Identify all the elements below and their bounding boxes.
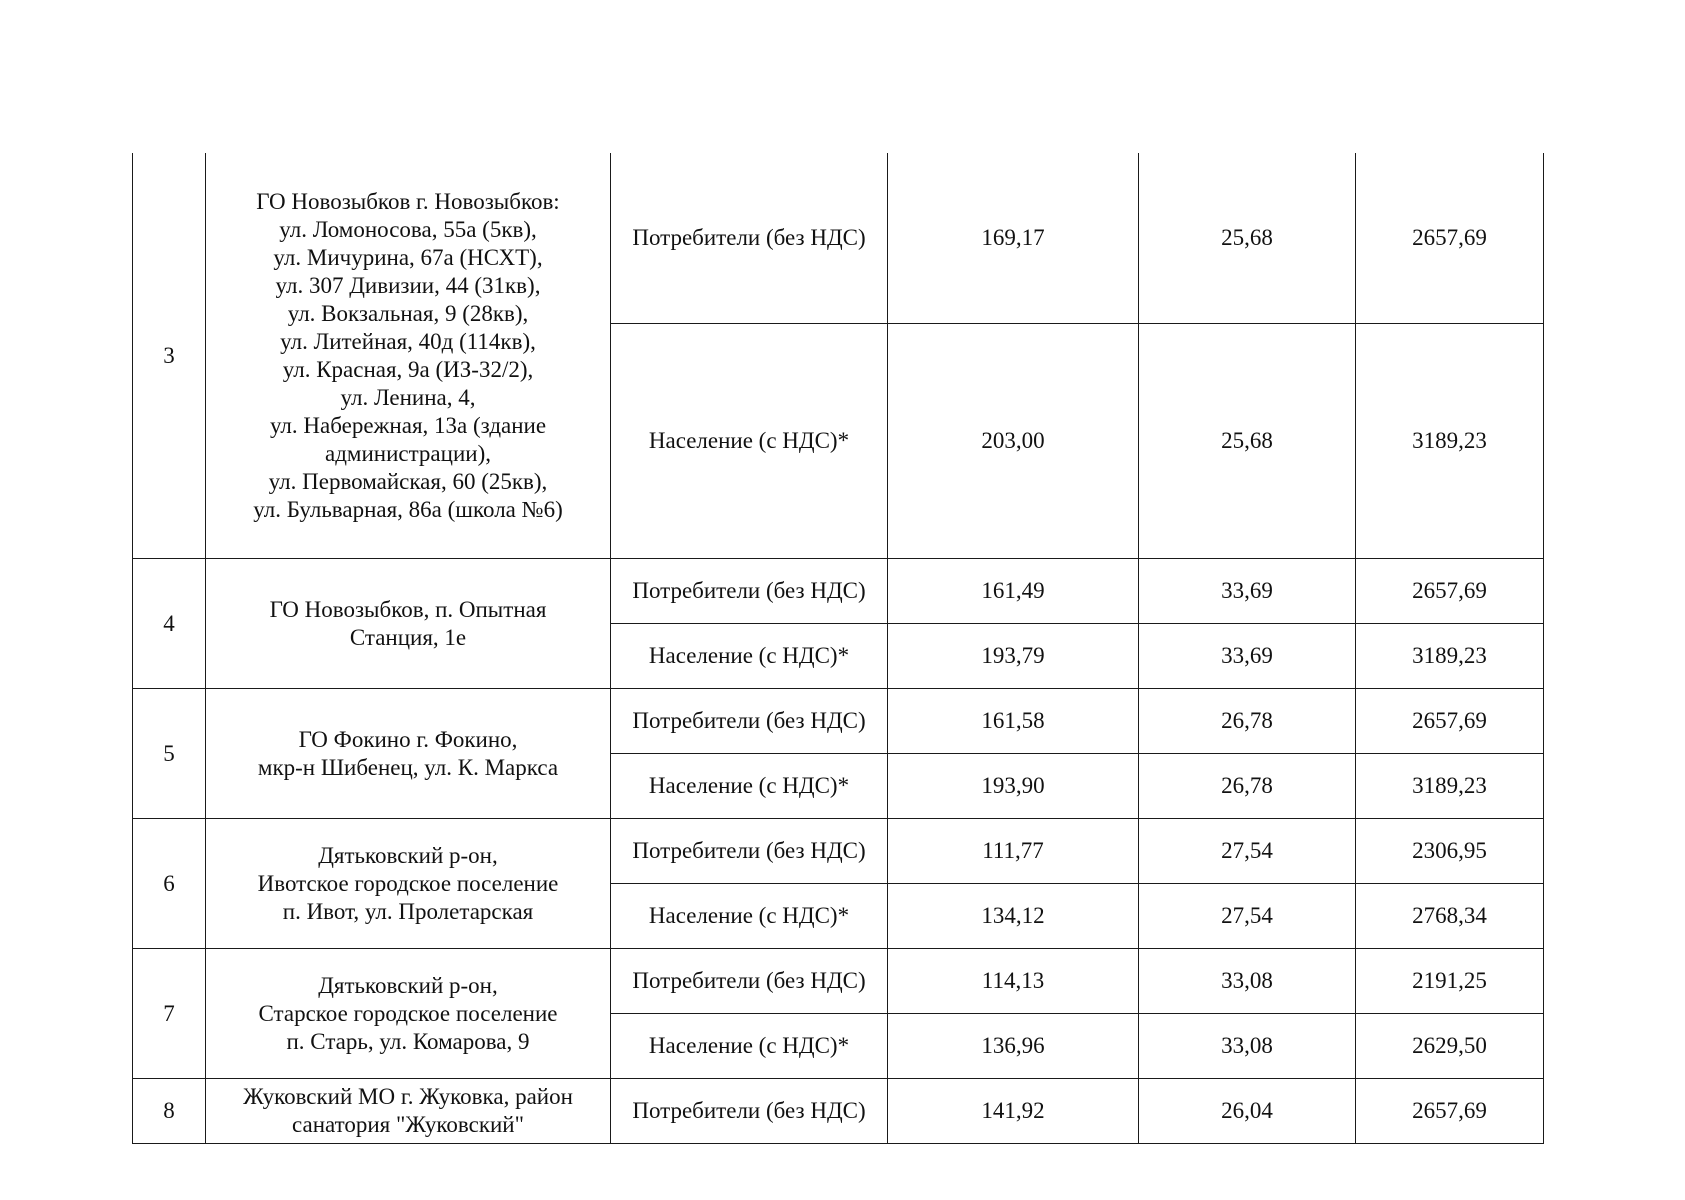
address-line: ГО Новозыбков, п. Опытная — [269, 596, 547, 622]
value-cell: 161,58 — [888, 689, 1139, 754]
address-cell — [206, 559, 611, 689]
address-line: ул. Вокзальная, 9 (28кв), — [287, 300, 529, 326]
value-cell: 2657,69 — [1356, 559, 1544, 624]
category-cell: Потребители (без НДС) — [611, 819, 888, 884]
value-cell: 2768,34 — [1356, 884, 1544, 949]
tariff-table — [132, 153, 1544, 1144]
address-line: администрации), — [325, 440, 491, 466]
address-line: Дятьковский р-он, — [318, 972, 498, 998]
value-cell: 33,69 — [1139, 624, 1356, 689]
category-cell: Население (с НДС)* — [611, 1014, 888, 1079]
category-cell: Потребители (без НДС) — [611, 1079, 888, 1144]
address-line: ул. Мичурина, 67а (НСХТ), — [273, 244, 543, 270]
category-cell: Потребители (без НДС) — [611, 559, 888, 624]
value-cell: 27,54 — [1139, 884, 1356, 949]
value-cell: 193,90 — [888, 754, 1139, 819]
value-cell: 25,68 — [1139, 324, 1356, 559]
table-row — [133, 819, 1544, 884]
table-row — [133, 949, 1544, 1014]
value-cell: 2306,95 — [1356, 819, 1544, 884]
address-line: мкр-н Шибенец, ул. К. Маркса — [257, 754, 559, 780]
address-line: ул. Набережная, 13а (здание — [269, 412, 547, 438]
value-cell: 136,96 — [888, 1014, 1139, 1079]
table-row — [133, 559, 1544, 624]
value-cell: 3189,23 — [1356, 324, 1544, 559]
value-cell: 3189,23 — [1356, 754, 1544, 819]
row-number: 8 — [133, 1079, 206, 1144]
address-line: ГО Новозыбков г. Новозыбков: — [256, 188, 560, 214]
address-line: Старское городское поселение — [258, 1000, 558, 1026]
address-line: ул. Ленина, 4, — [340, 384, 476, 410]
address-line: Станция, 1е — [349, 624, 467, 650]
value-cell: 3189,23 — [1356, 624, 1544, 689]
category-cell: Население (с НДС)* — [611, 324, 888, 559]
address-line: Дятьковский р-он, — [318, 842, 498, 868]
address-line: п. Ивот, ул. Пролетарская — [282, 898, 534, 924]
category-cell: Потребители (без НДС) — [611, 689, 888, 754]
address-line: ул. Первомайская, 60 (25кв), — [268, 468, 548, 494]
value-cell: 114,13 — [888, 949, 1139, 1014]
row-number: 7 — [133, 949, 206, 1079]
address-line: санатория "Жуковский" — [292, 1112, 524, 1137]
category-cell: Население (с НДС)* — [611, 754, 888, 819]
value-cell: 111,77 — [888, 819, 1139, 884]
category-cell: Население (с НДС)* — [611, 884, 888, 949]
category-cell: Потребители (без НДС) — [611, 949, 888, 1014]
address-line: ул. Бульварная, 86а (школа №6) — [253, 496, 563, 522]
table-row — [133, 1079, 1544, 1144]
category-cell: Население (с НДС)* — [611, 624, 888, 689]
value-cell: 141,92 — [888, 1079, 1139, 1144]
value-cell: 26,04 — [1139, 1079, 1356, 1144]
address-line: ул. 307 Дивизии, 44 (31кв), — [275, 272, 541, 298]
address-cell — [206, 819, 611, 949]
address-cell — [206, 153, 611, 559]
value-cell: 26,78 — [1139, 754, 1356, 819]
address-line: ул. Ломоносова, 55а (5кв), — [279, 216, 537, 242]
value-cell: 26,78 — [1139, 689, 1356, 754]
row-number: 4 — [133, 559, 206, 689]
address-line: Жуковский МО г. Жуковка, район — [243, 1084, 573, 1109]
address-line: ГО Фокино г. Фокино, — [298, 726, 518, 752]
value-cell: 2657,69 — [1356, 1079, 1544, 1144]
value-cell: 33,08 — [1139, 949, 1356, 1014]
table-row — [133, 153, 1544, 324]
table-row — [133, 689, 1544, 754]
row-number: 6 — [133, 819, 206, 949]
value-cell: 203,00 — [888, 324, 1139, 559]
value-cell: 33,69 — [1139, 559, 1356, 624]
value-cell: 33,08 — [1139, 1014, 1356, 1079]
address-line: Ивотское городское поселение — [257, 870, 559, 896]
value-cell: 134,12 — [888, 884, 1139, 949]
value-cell: 2657,69 — [1356, 153, 1544, 324]
value-cell: 2629,50 — [1356, 1014, 1544, 1079]
row-number: 3 — [133, 153, 206, 559]
address-cell — [206, 949, 611, 1079]
value-cell: 193,79 — [888, 624, 1139, 689]
address-cell — [206, 1079, 611, 1144]
value-cell: 27,54 — [1139, 819, 1356, 884]
value-cell: 161,49 — [888, 559, 1139, 624]
category-cell: Потребители (без НДС) — [611, 153, 888, 324]
value-cell: 25,68 — [1139, 153, 1356, 324]
value-cell: 2657,69 — [1356, 689, 1544, 754]
address-line: ул. Литейная, 40д (114кв), — [280, 328, 536, 354]
address-line: ул. Красная, 9а (ИЗ-32/2), — [282, 356, 534, 382]
value-cell: 2191,25 — [1356, 949, 1544, 1014]
address-line: п. Старь, ул. Комарова, 9 — [286, 1028, 530, 1054]
address-cell — [206, 689, 611, 819]
value-cell: 169,17 — [888, 153, 1139, 324]
row-number: 5 — [133, 689, 206, 819]
